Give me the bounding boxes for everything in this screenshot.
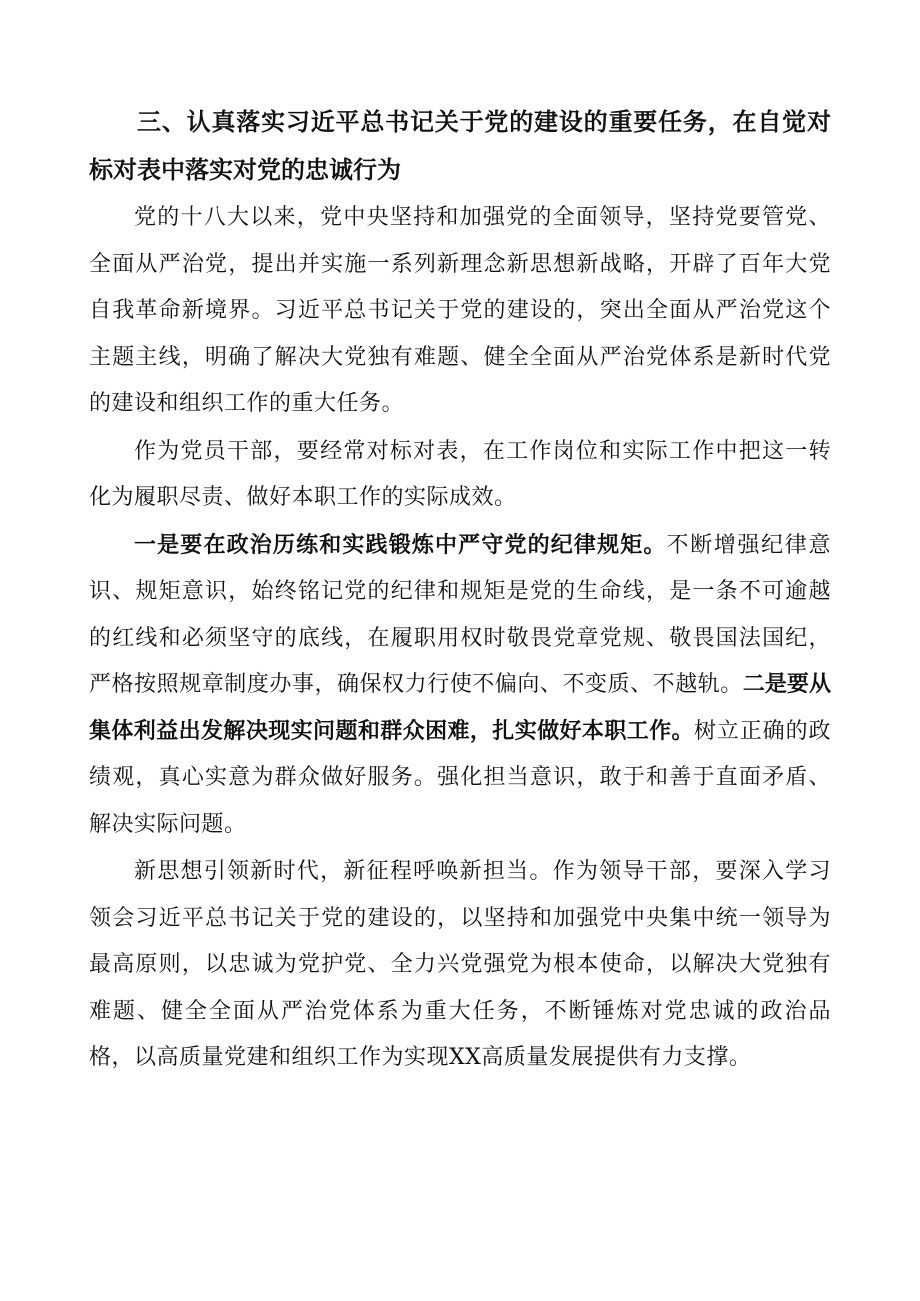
section-heading: 三、认真落实习近平总书记关于党的建设的重要任务，在自觉对标对表中落实对党的忠诚行为 <box>89 108 831 184</box>
paragraph-intro: 党的十八大以来，党中央坚持和加强党的全面领导，坚持党要管党、全面从严治党，提出并实施一系列新理念新思想新战略，开辟了百年大党自我革命新境界。习近平总书记关于党的建设的，突出全面从严治党这个主题主线，明确了解决大党独有难题、健全全面从严治党体系是新时代党的建设和组织工作的重大任务。 <box>89 205 831 416</box>
document-body <box>89 98 831 1082</box>
paragraph-two-requirements <box>89 523 831 849</box>
lead-point-two: 二是要从集体利益出发解决现实问题和群众困难，扎实做好本职工作。 <box>89 672 831 744</box>
point-two-text: 树立正确的政绩观，真心实意为群众做好服务。强化担当意识，敢于和善于直面矛盾、解决实际问题。 <box>89 718 831 837</box>
paragraph-conclusion: 新思想引领新时代，新征程呼唤新担当。作为领导干部，要深入学习领会习近平总书记关于党的建设的，以坚持和加强党中央集中统一领导为最高原则，以忠诚为党护党、全力兴党强党为根本使命，以解决大党独有难题、健全全面从严治党体系为重大任务，不断锤炼对党忠诚的政治品格，以高质量党建和组织工作为实现XX高质量发展提供有力支撑。 <box>89 859 831 1070</box>
point-one-text: 不断增强纪律意识、规矩意识，始终铭记党的纪律和规矩是党的生命线，是一条不可逾越的红线和必须坚守的底线，在履职用权时敬畏党章党规、敬畏国法国纪，严格按照规章制度办事，确保权力行使不偏向、不变质、不越轨。 <box>89 532 831 697</box>
lead-point-one: 一是要在政治历练和实践锻炼中严守党的纪律规矩。 <box>134 532 667 558</box>
paragraph-cadre-duty: 作为党员干部，要经常对标对表，在工作岗位和实际工作中把这一转化为履职尽责、做好本职工作的实际成效。 <box>89 438 831 510</box>
